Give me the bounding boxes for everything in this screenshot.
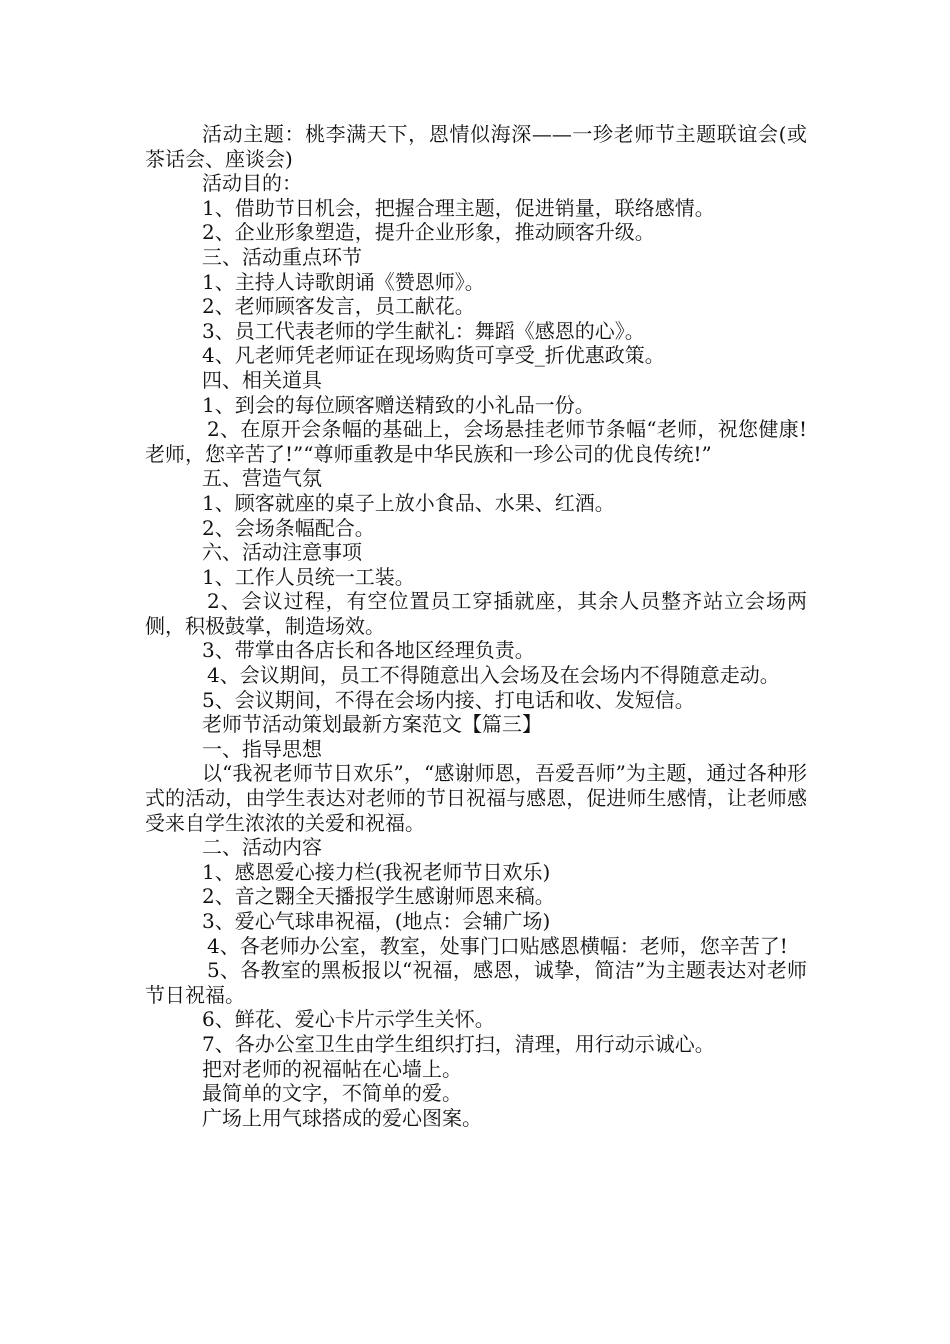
paragraph: 6、鲜花、爱心卡片示学生关怀。 xyxy=(202,1007,495,1032)
paragraph: 广场上用气球搭成的爱心图案。 xyxy=(202,1105,482,1130)
section-heading: 五、营造气氛 xyxy=(202,466,322,491)
paragraph: 把对老师的祝福帖在心墙上。 xyxy=(202,1056,462,1081)
paragraph: 2、老师顾客发言，员工献花。 xyxy=(202,294,475,319)
article-title: 老师节活动策划最新方案范文【篇三】 xyxy=(202,712,542,737)
paragraph: 2、会场条幅配合。 xyxy=(202,515,375,540)
paragraph: 1、顾客就座的桌子上放小食品、水果、红酒。 xyxy=(202,490,615,515)
paragraph: 3、爱心气球串祝福，(地点：会辅广场) xyxy=(202,909,551,933)
paragraph: 1、感恩爱心接力栏(我祝老师节日欢乐) xyxy=(202,859,551,884)
section-heading: 四、相关道具 xyxy=(202,367,322,392)
section-heading: 一、指导思想 xyxy=(202,736,322,761)
paragraph: 2、企业形象塑造，提升企业形象，推动顾客升级。 xyxy=(202,220,655,245)
paragraph: 2、会议过程，有空位置员工穿插就座，其余人员整齐站立会场两侧，积极鼓掌，制造场效。 xyxy=(145,589,807,638)
paragraph: 3、带掌由各店长和各地区经理负责。 xyxy=(202,638,535,663)
paragraph: 1、主持人诗歌朗诵《赞恩师》。 xyxy=(202,269,485,294)
paragraph: 3、员工代表老师的学生献礼：舞蹈《感恩的心》。 xyxy=(202,318,645,343)
paragraph: 5、会议期间，不得在会场内接、打电话和收、发短信。 xyxy=(202,687,695,712)
paragraph: 2、在原开会条幅的基础上，会场悬挂老师节条幅“老师，祝您健康!老师，您辛苦了!”“尊师重教是中华民族和一珍公司的优良传统!” xyxy=(145,417,807,466)
paragraph-purpose-heading: 活动目的： xyxy=(202,171,302,196)
section-heading: 二、活动内容 xyxy=(202,835,322,860)
section-heading: 六、活动注意事项 xyxy=(202,540,362,565)
paragraph: 1、到会的每位顾客赠送精致的小礼品一份。 xyxy=(202,392,595,417)
section-heading: 三、活动重点环节 xyxy=(202,244,362,269)
paragraph: 4、会议期间，员工不得随意出入会场及在会场内不得随意走动。 xyxy=(207,663,780,688)
paragraph: 2、音之翾全天播报学生感谢师恩来稿。 xyxy=(202,884,555,909)
paragraph-theme: 活动主题：桃李满天下，恩情似海深——一珍老师节主题联谊会(或茶话会、座谈会) xyxy=(145,122,807,171)
paragraph: 以“我祝老师节日欢乐”，“感谢师恩，吾爱吾师”为主题，通过各种形式的活动，由学生表达对老师的节日祝福与感恩，促进师生感情，让老师感受来自学生浓浓的关爱和祝福。 xyxy=(145,761,807,835)
document-body xyxy=(145,122,807,1130)
paragraph: 最简单的文字，不简单的爱。 xyxy=(202,1081,462,1106)
paragraph: 5、各教室的黑板报以“祝福，感恩，诚挚，简洁”为主题表达对老师节日祝福。 xyxy=(145,958,807,1007)
paragraph: 1、工作人员统一工装。 xyxy=(202,564,415,589)
paragraph: 7、各办公室卫生由学生组织打扫，清理，用行动示诚心。 xyxy=(202,1031,715,1056)
paragraph: 1、借助节日机会，把握合理主题，促进销量，联络感情。 xyxy=(202,195,715,220)
paragraph: 4、凡老师凭老师证在现场购货可享受_折优惠政策。 xyxy=(202,343,665,368)
paragraph: 4、各老师办公室，教室，处事门口贴感恩横幅：老师，您辛苦了! xyxy=(207,933,788,958)
